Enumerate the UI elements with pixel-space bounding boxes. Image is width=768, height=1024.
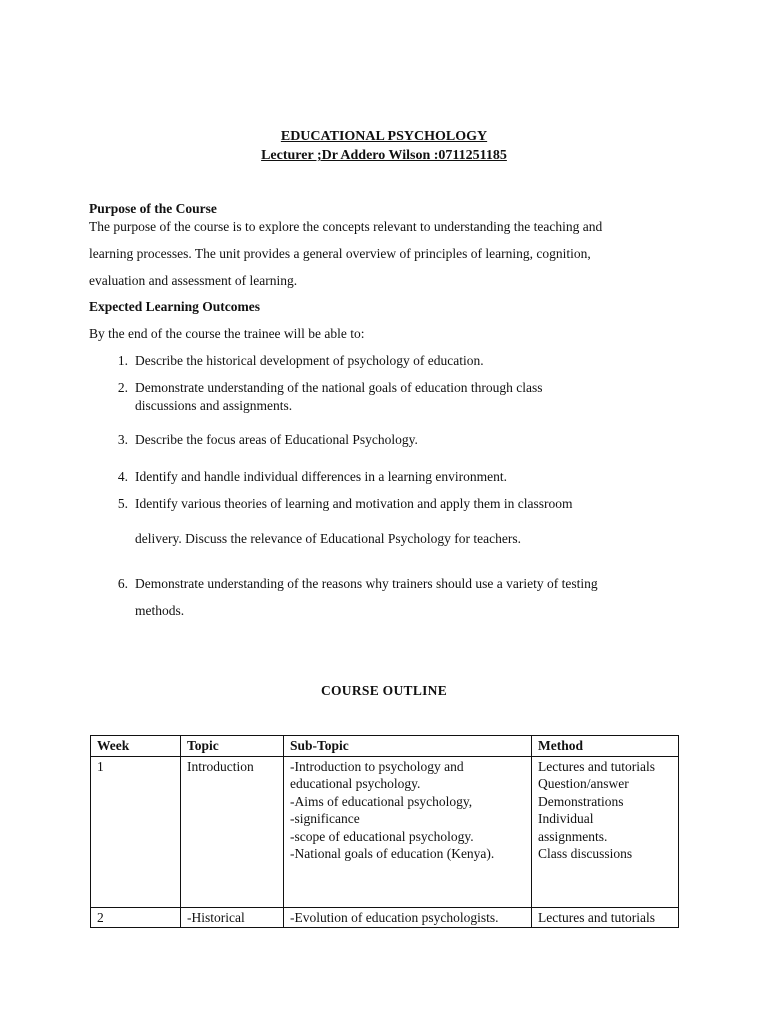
method-line: assignments. [538,828,608,844]
subtopic-cell [284,907,532,928]
subtopic-line: -scope of educational psychology. [290,828,474,844]
method-cell [532,756,679,907]
column-header-week: Week [91,736,181,757]
column-header-topic: Topic [181,736,284,757]
method-line: Question/answer [538,776,629,791]
column-header-method: Method [532,736,679,757]
list-item-number: 5. [117,496,128,511]
topic-cell: -Historical [181,907,284,928]
purpose-line: learning processes. The unit provides a general overview of principles of learning, cognition, [89,246,591,261]
list-item-text: delivery. Discuss the relevance of Educational Psychology for teachers. [135,531,521,546]
method-line: Class discussions [538,846,633,861]
purpose-heading: Purpose of the Course [89,201,217,216]
subtopic-line: -significance [290,811,360,826]
method-cell [532,907,679,928]
purpose-line: evaluation and assessment of learning. [89,273,298,288]
subtopic-line: -Introduction to psychology and [290,758,464,774]
list-item-text: Identify various theories of learning and motivation and apply them in classroom [135,496,573,511]
table-row [91,756,679,907]
list-item-text: Demonstrate understanding of the national goals of education through class [135,380,543,395]
subtopic-line: -Evolution of education psychologists. [290,909,499,925]
list-item-text: methods. [135,603,185,618]
topic-cell: Introduction [181,756,284,907]
subtopic-line: -National goals of education (Kenya). [290,846,495,861]
week-cell: 1 [91,756,181,907]
outcomes-intro: By the end of the course the trainee will be able to: [89,326,365,341]
method-line: Lectures and tutorials [538,909,655,925]
course-outline-table [90,735,679,928]
list-item-number: 4. [117,469,128,484]
list-item-number: 6. [117,576,128,591]
subtopic-line: -Aims of educational psychology, [290,793,473,809]
week-cell: 2 [91,907,181,928]
purpose-line: The purpose of the course is to explore the concepts relevant to understanding the teaching and [89,219,603,234]
course-outline-title: COURSE OUTLINE [320,683,448,698]
list-item-number: 1. [117,353,128,368]
table-header-row [91,736,679,757]
method-line: Lectures and tutorials [538,758,655,774]
list-item-number: 3. [117,432,128,447]
document-title: EDUCATIONAL PSYCHOLOGY [280,129,488,144]
list-item-number: 2. [117,380,128,395]
list-item-text: Identify and handle individual differences in a learning environment. [135,469,508,484]
method-line: Individual [538,811,594,826]
subtopic-cell [284,756,532,907]
lecturer-line: Lecturer ;Dr Addero Wilson :0711251185 [261,148,507,163]
list-item-text: Demonstrate understanding of the reasons why trainers should use a variety of testing [135,576,598,591]
outcomes-heading: Expected Learning Outcomes [89,299,260,314]
table-row [91,907,679,928]
list-item-text: Describe the historical development of psychology of education. [135,353,484,368]
column-header-subtopic: Sub-Topic [284,736,532,757]
list-item-text: Describe the focus areas of Educational Psychology. [135,432,418,447]
subtopic-line: educational psychology. [290,776,421,791]
method-line: Demonstrations [538,793,624,809]
list-item-text: discussions and assignments. [135,398,293,413]
